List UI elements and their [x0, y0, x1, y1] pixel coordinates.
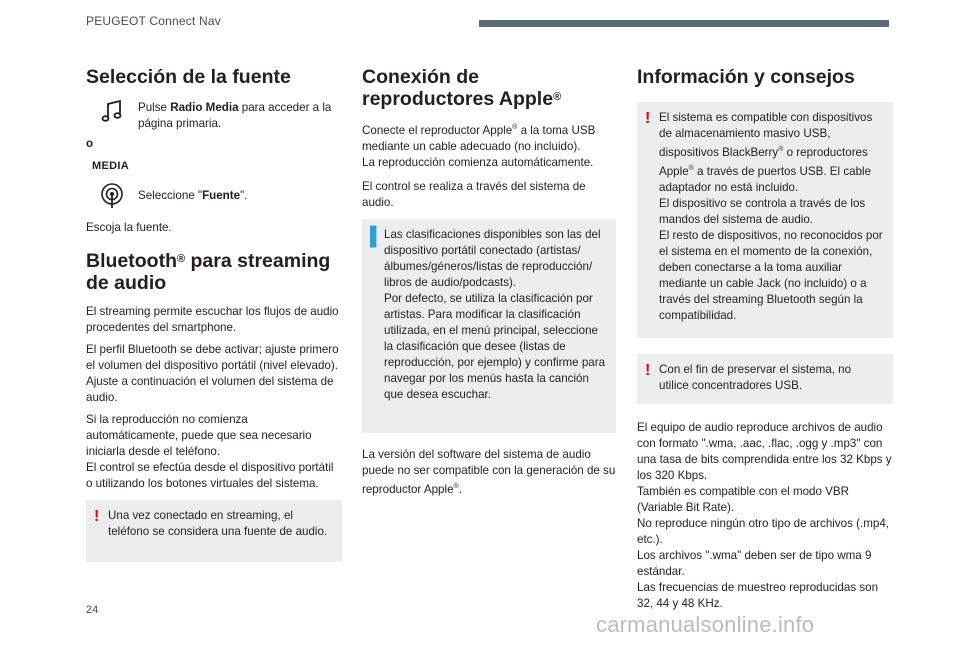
or-label: o [86, 137, 94, 150]
page-number: 24 [86, 604, 99, 616]
header-bar [479, 20, 889, 27]
section-title-source: Selección de la fuente [86, 66, 291, 88]
section-title-apple: Conexión de reproductores Apple® [362, 66, 562, 110]
running-header: PEUGEOT Connect Nav [86, 14, 221, 28]
step-select-source-text: Seleccione "Fuente". [138, 189, 248, 202]
column-apple-connection [362, 66, 616, 504]
info-icon: ▌ [370, 225, 383, 246]
apple-info-note: ▌ Las clasificaciones disponibles son las del dispositivo portátil conectado (artistas/ álbumes/géneros/listas de reproducción/ libros de audio/podcasts). Por defecto, se utiliza la clasificación por artistas. Para modificar la clasificación utilizada, en el menú principal, seleccione la clasificación que desee (listas de reproducción, por ejemplo) y confirme para navegar por los menús hasta la canción que desea escuchar. [362, 219, 616, 433]
radio-source-icon [86, 182, 138, 210]
bt-paragraph-2: El perfil Bluetooth se debe activar; ajuste primero el volumen del dispositivo portátil (nivel elevado). Ajuste a continuación el volumen del sistema de audio. [86, 343, 339, 404]
media-button-label: MEDIA [92, 160, 129, 172]
info-warning-note-2: ! Con el fin de preservar el sistema, no utilice concentradores USB. [637, 354, 893, 404]
bt-paragraph-1: El streaming permite escuchar los flujos de audio procedentes del smartphone. [86, 305, 339, 334]
section-title-info: Información y consejos [637, 66, 855, 88]
apple-paragraph-3: La versión del software del sistema de audio puede no ser compatible con la generación de su reproductor Apple®. [362, 447, 616, 496]
music-note-icon [86, 98, 138, 124]
apple-paragraph-1: Conecte el reproductor Apple® a la toma USB mediante un cable adecuado (no incluido). La reproducción comienza automáticamente. [362, 123, 596, 169]
bt-warning-note: ! Una vez conectado en streaming, el teléfono se considera una fuente de audio. [86, 500, 342, 562]
warning-icon: ! [645, 110, 651, 127]
warning-icon: ! [94, 508, 100, 525]
bt-paragraph-3: Si la reproducción no comienza automáticamente, puede que sea necesario iniciarla desde el teléfono. El control se efectúa desde el dispositivo portátil o utilizando los botones virtuales del sistema. [86, 413, 334, 490]
info-warning-note-1: ! El sistema es compatible con dispositivos de almacenamiento masivo USB, dispositivos BlackBerry® o reproductores Apple® a través de puertos USB. El cable adaptador no está incluido. El dispositivo se controla a través de los mandos del sistema de audio. El resto de dispositivos, no reconocidos por el sistema en el momento de la conexión, deben conectarse a la toma auxiliar mediante un cable Jack (no incluido) o a través del streaming Bluetooth según la compatibilidad. [637, 102, 893, 338]
step-select-source [86, 182, 342, 210]
watermark: carmanualsonline.info [596, 612, 815, 637]
warning-icon: ! [645, 361, 651, 379]
column-source-selection [86, 66, 342, 576]
step-radio-media [86, 98, 342, 132]
section-title-bluetooth: Bluetooth® para streaming de audio [86, 250, 331, 294]
choose-source-text: Escoja la fuente. [86, 221, 172, 234]
apple-paragraph-2: El control se realiza a través del sistema de audio. [362, 179, 586, 209]
info-formats-paragraph: El equipo de audio reproduce archivos de audio con formato ".wma, .aac, .flac, .ogg y .mp3" con una tasa de bits comprendida entre los 32 Kbps y los 320 Kbps. También es compatible con el modo VBR (Variable Bit Rate). No reproduce ningún otro tipo de archivos (.mp4, etc.). Los archivos ".wma" deben ser de tipo wma 9 estándar. Las frecuencias de muestreo reproducidas son 32, 44 y 48 KHz. [637, 420, 892, 610]
column-info-tips [637, 66, 893, 618]
step-radio-media-text: Pulse Radio Media para acceder a la página primaria. [138, 101, 332, 130]
